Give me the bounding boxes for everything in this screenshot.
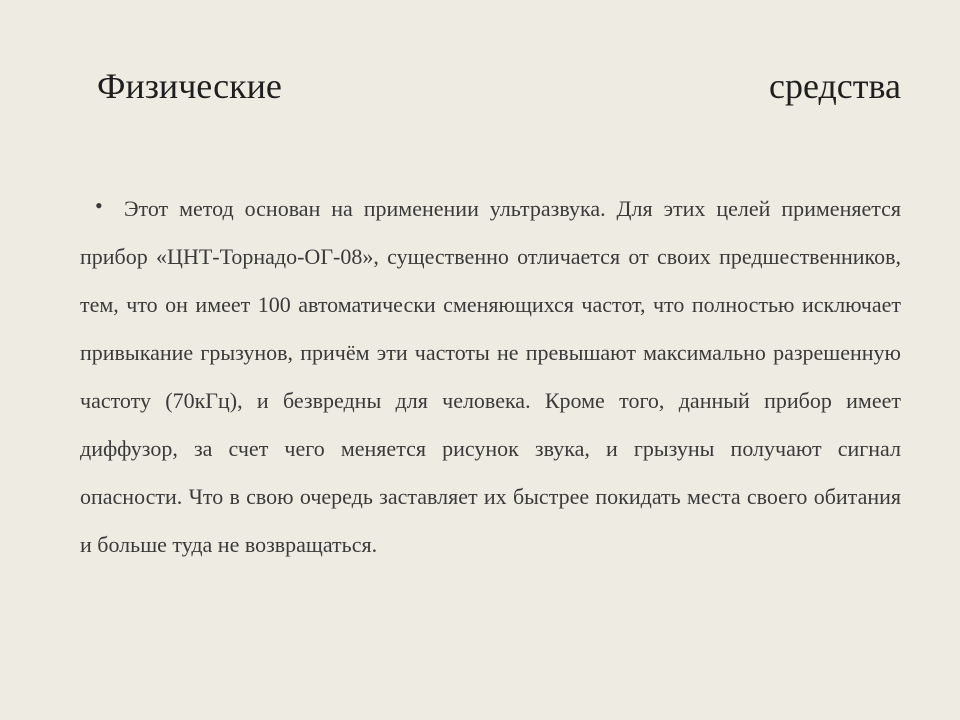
bullet-item: [80, 185, 901, 569]
slide-title-left: Физические: [97, 66, 282, 106]
slide-body: [80, 185, 901, 569]
slide-title: [97, 62, 901, 110]
bullet-text: Этот метод основан на применении ультразвука. Для этих целей применяется прибор «ЦНТ-Торнадо-ОГ-08», существенно отличается от своих предшественников, тем, что он имеет 100 автоматически сменяющихся частот, что полностью исключает привыкание грызунов, причём эти частоты не превышают максимально разрешенную частоту (70кГц), и безвредны для человека. Кроме того, данный прибор имеет диффузор, за счет чего меняется рисунок звука, и грызуны получают сигнал опасности. Что в свою очередь заставляет их быстрее покидать места своего обитания и больше туда не возвращаться.: [80, 196, 901, 557]
slide-title-right: средства: [768, 66, 901, 106]
bullet-icon: •: [95, 193, 103, 218]
